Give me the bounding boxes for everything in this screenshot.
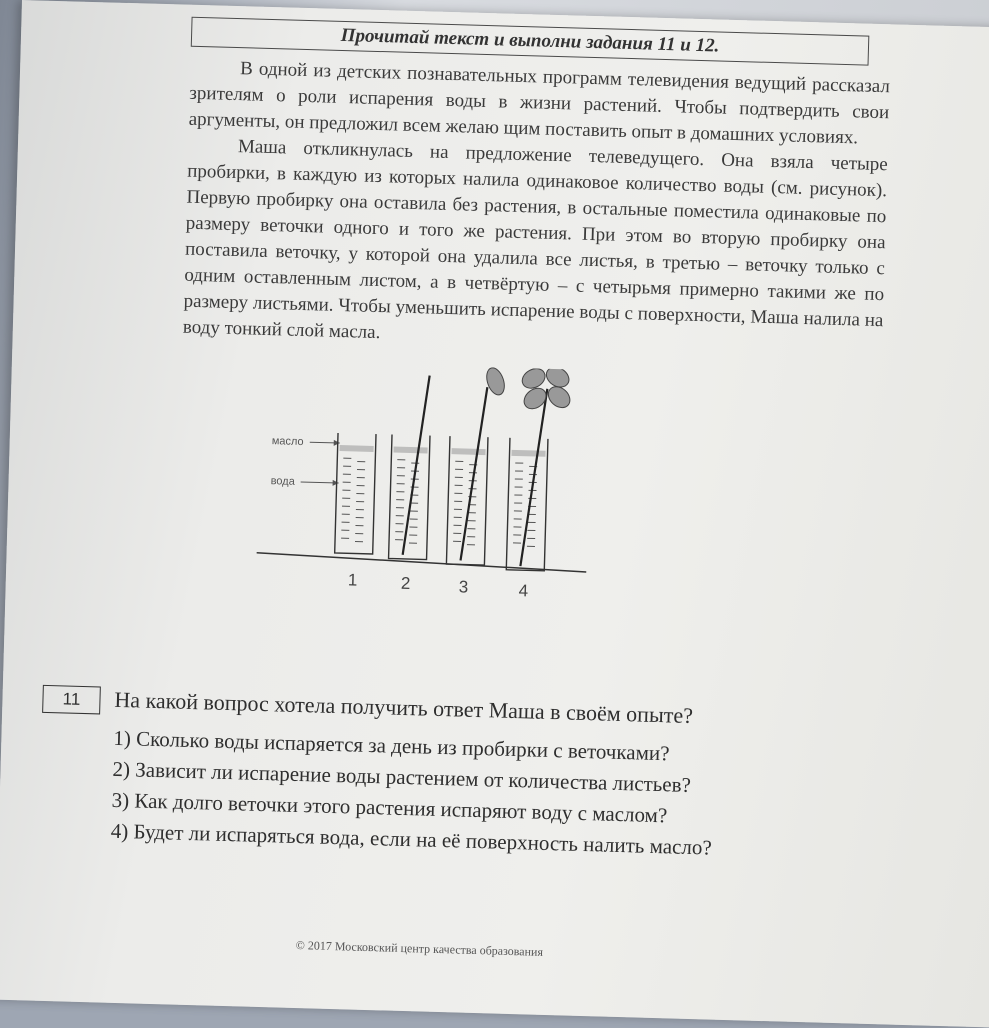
paragraph-experiment: Маша откликнулась на предложение телеведущего. Она взяла четыре пробирки, в каждую из которых налила одинаковое количество воды (см. рисунок). Первую пробирку она оставила без растения, в остальные поместила одинаковые по размеру веточки одного и того же растения. При этом во вторую пробирку она поставила веточку, у которой она удалила все листья, в третью – веточку только с одним оставленным листом, а в четвёртую – с четырьмя примерно такими же по размеру листьями. Чтобы уменьшить испарение воды с поверхности, Маша налила на воду тонкий слой масла. (183, 133, 889, 360)
test-tube-3 (446, 436, 488, 565)
plant-stem-3 (461, 387, 488, 562)
answer-option-4: 4) Будет ли испаряться вода, если на её поверхность налить масло? (110, 816, 712, 864)
leaf (520, 384, 550, 413)
tube-number-1: 1 (348, 570, 358, 589)
oil-layer-2 (394, 447, 428, 454)
task-11 (43, 677, 863, 700)
leaf (543, 363, 573, 391)
task-question: На какой вопрос хотела получить ответ Маша в своём опыте? (114, 687, 693, 729)
oil-layer-4 (511, 450, 545, 457)
answer-options (110, 723, 714, 864)
arrow-oil-head (334, 440, 340, 446)
answer-option-1: 1) Сколько воды испаряется за день из пробирки с веточками? (113, 723, 715, 771)
answer-option-2: 2) Зависит ли испарение воды растением от количества листьев? (112, 754, 714, 802)
copyright-footer: © 2017 Московский центр качества образования (295, 938, 543, 960)
experiment-figure (175, 359, 882, 638)
label-oil: масло (272, 435, 304, 448)
label-water: вода (270, 475, 295, 488)
plant-stem-4 (520, 388, 547, 567)
test-tubes-diagram (175, 359, 882, 638)
answer-option-3: 3) Как долго веточки этого растения испаряют воду с маслом? (111, 785, 713, 833)
tube-number-3: 3 (459, 577, 469, 596)
task-number-box: 11 (42, 685, 101, 715)
text-block (175, 17, 892, 638)
paragraph-intro: В одной из детских познавательных программ телевидения ведущий рассказал зрителям о роли испарения воды в жизни растений. Чтобы подтвердить свои аргументы, он предложил всем желаю щим поставить опыт в домашних условиях. (188, 55, 890, 153)
test-tube-4 (506, 438, 548, 571)
leaf (519, 365, 549, 392)
oil-layer-1 (340, 445, 374, 452)
oil-layer-3 (451, 448, 485, 455)
tubes-group (334, 359, 575, 572)
tube-number-4: 4 (518, 581, 528, 600)
plant-stem-2 (403, 375, 430, 556)
table-surface (256, 553, 586, 572)
tube-number-2: 2 (401, 574, 411, 593)
instruction-header: Прочитай текст и выполни задания 11 и 12. (191, 17, 870, 66)
arrow-water-head (333, 480, 339, 486)
